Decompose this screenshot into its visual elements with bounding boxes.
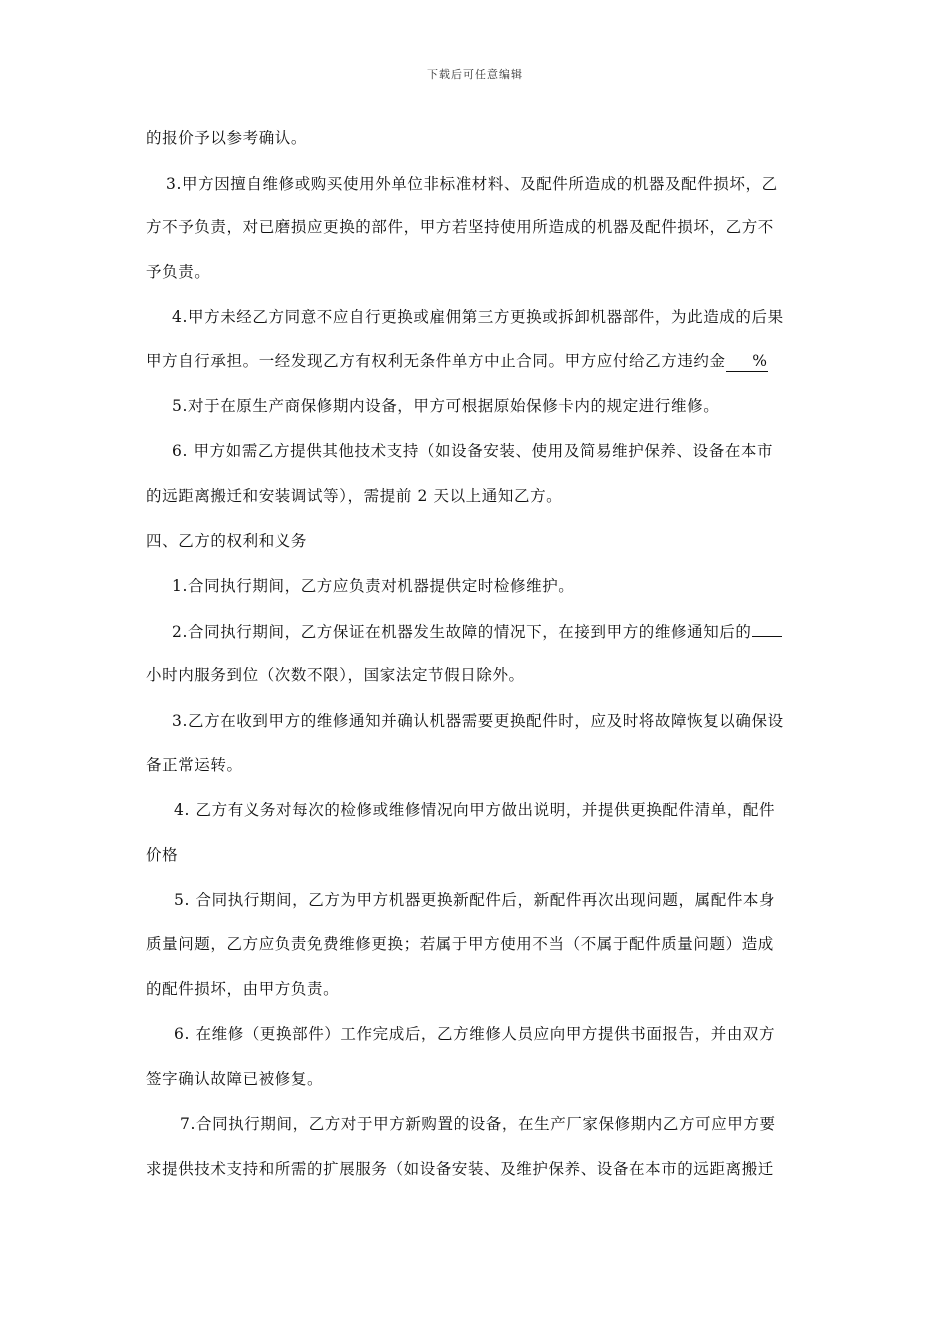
paragraph-line: 予负责。 bbox=[146, 263, 211, 281]
paragraph-line: 7.合同执行期间，乙方对于甲方新购置的设备，在生产厂家保修期内乙方可应甲方要 bbox=[180, 1115, 776, 1133]
paragraph-line: 小时内服务到位（次数不限），国家法定节假日除外。 bbox=[146, 666, 525, 684]
paragraph-line: 4. 乙方有义务对每次的检修或维修情况向甲方做出说明，并提供更换配件清单，配件 bbox=[174, 801, 776, 819]
paragraph-line: 签字确认故障已被修复。 bbox=[146, 1070, 324, 1088]
paragraph-line: 3.乙方在收到甲方的维修通知并确认机器需要更换配件时，应及时将故障恢复以确保设 bbox=[172, 712, 784, 730]
paragraph-line: 备正常运转。 bbox=[146, 756, 243, 774]
paragraph-line: 5. 合同执行期间，乙方为甲方机器更换新配件后，新配件再次出现问题，属配件本身 bbox=[174, 891, 776, 909]
paragraph-text: 2.合同执行期间，乙方保证在机器发生故障的情况下，在接到甲方的维修通知后的 bbox=[172, 623, 752, 641]
paragraph-line-with-blank bbox=[146, 351, 816, 372]
paragraph-line: 的配件损坏，由甲方负责。 bbox=[146, 980, 340, 998]
paragraph-line: 求提供技术支持和所需的扩展服务（如设备安装、及维护保养、设备在本市的远距离搬迁 bbox=[146, 1160, 774, 1178]
hours-blank bbox=[752, 620, 782, 637]
paragraph-line: 4.甲方未经乙方同意不应自行更换或雇佣第三方更换或拆卸机器部件，为此造成的后果 bbox=[172, 308, 784, 326]
section-heading: 四、乙方的权利和义务 bbox=[146, 532, 308, 550]
paragraph-line: 6. 甲方如需乙方提供其他技术支持（如设备安装、使用及简易维护保养、设备在本市 bbox=[172, 442, 774, 460]
paragraph-line: 5.对于在原生产商保修期内设备，甲方可根据原始保修卡内的规定进行维修。 bbox=[172, 397, 720, 415]
paragraph-line: 1.合同执行期间，乙方应负责对机器提供定时检修维护。 bbox=[172, 577, 575, 595]
paragraph-line: 价格 bbox=[146, 846, 179, 864]
paragraph-line-with-blank bbox=[172, 620, 842, 642]
paragraph-line: 6. 在维修（更换部件）工作完成后，乙方维修人员应向甲方提供书面报告，并由双方 bbox=[174, 1025, 776, 1043]
paragraph-line: 方不予负责，对已磨损应更换的部件，甲方若坚持使用所造成的机器及配件损坏，乙方不 bbox=[146, 218, 774, 236]
paragraph-line: 3.甲方因擅自维修或购买使用外单位非标准材料、及配件所造成的机器及配件损坏，乙 bbox=[166, 175, 778, 193]
penalty-percent-blank: % bbox=[726, 351, 768, 372]
page-header-note: 下载后可任意编辑 bbox=[427, 68, 523, 81]
paragraph-line: 的远距离搬迁和安装调试等），需提前 2 天以上通知乙方。 bbox=[146, 487, 563, 505]
paragraph-line: 质量问题，乙方应负责免费维修更换；若属于甲方使用不当（不属于配件质量问题）造成 bbox=[146, 935, 774, 953]
paragraph-line: 的报价予以参考确认。 bbox=[146, 129, 308, 147]
paragraph-text: 甲方自行承担。一经发现乙方有权利无条件单方中止合同。甲方应付给乙方违约金 bbox=[146, 352, 726, 370]
